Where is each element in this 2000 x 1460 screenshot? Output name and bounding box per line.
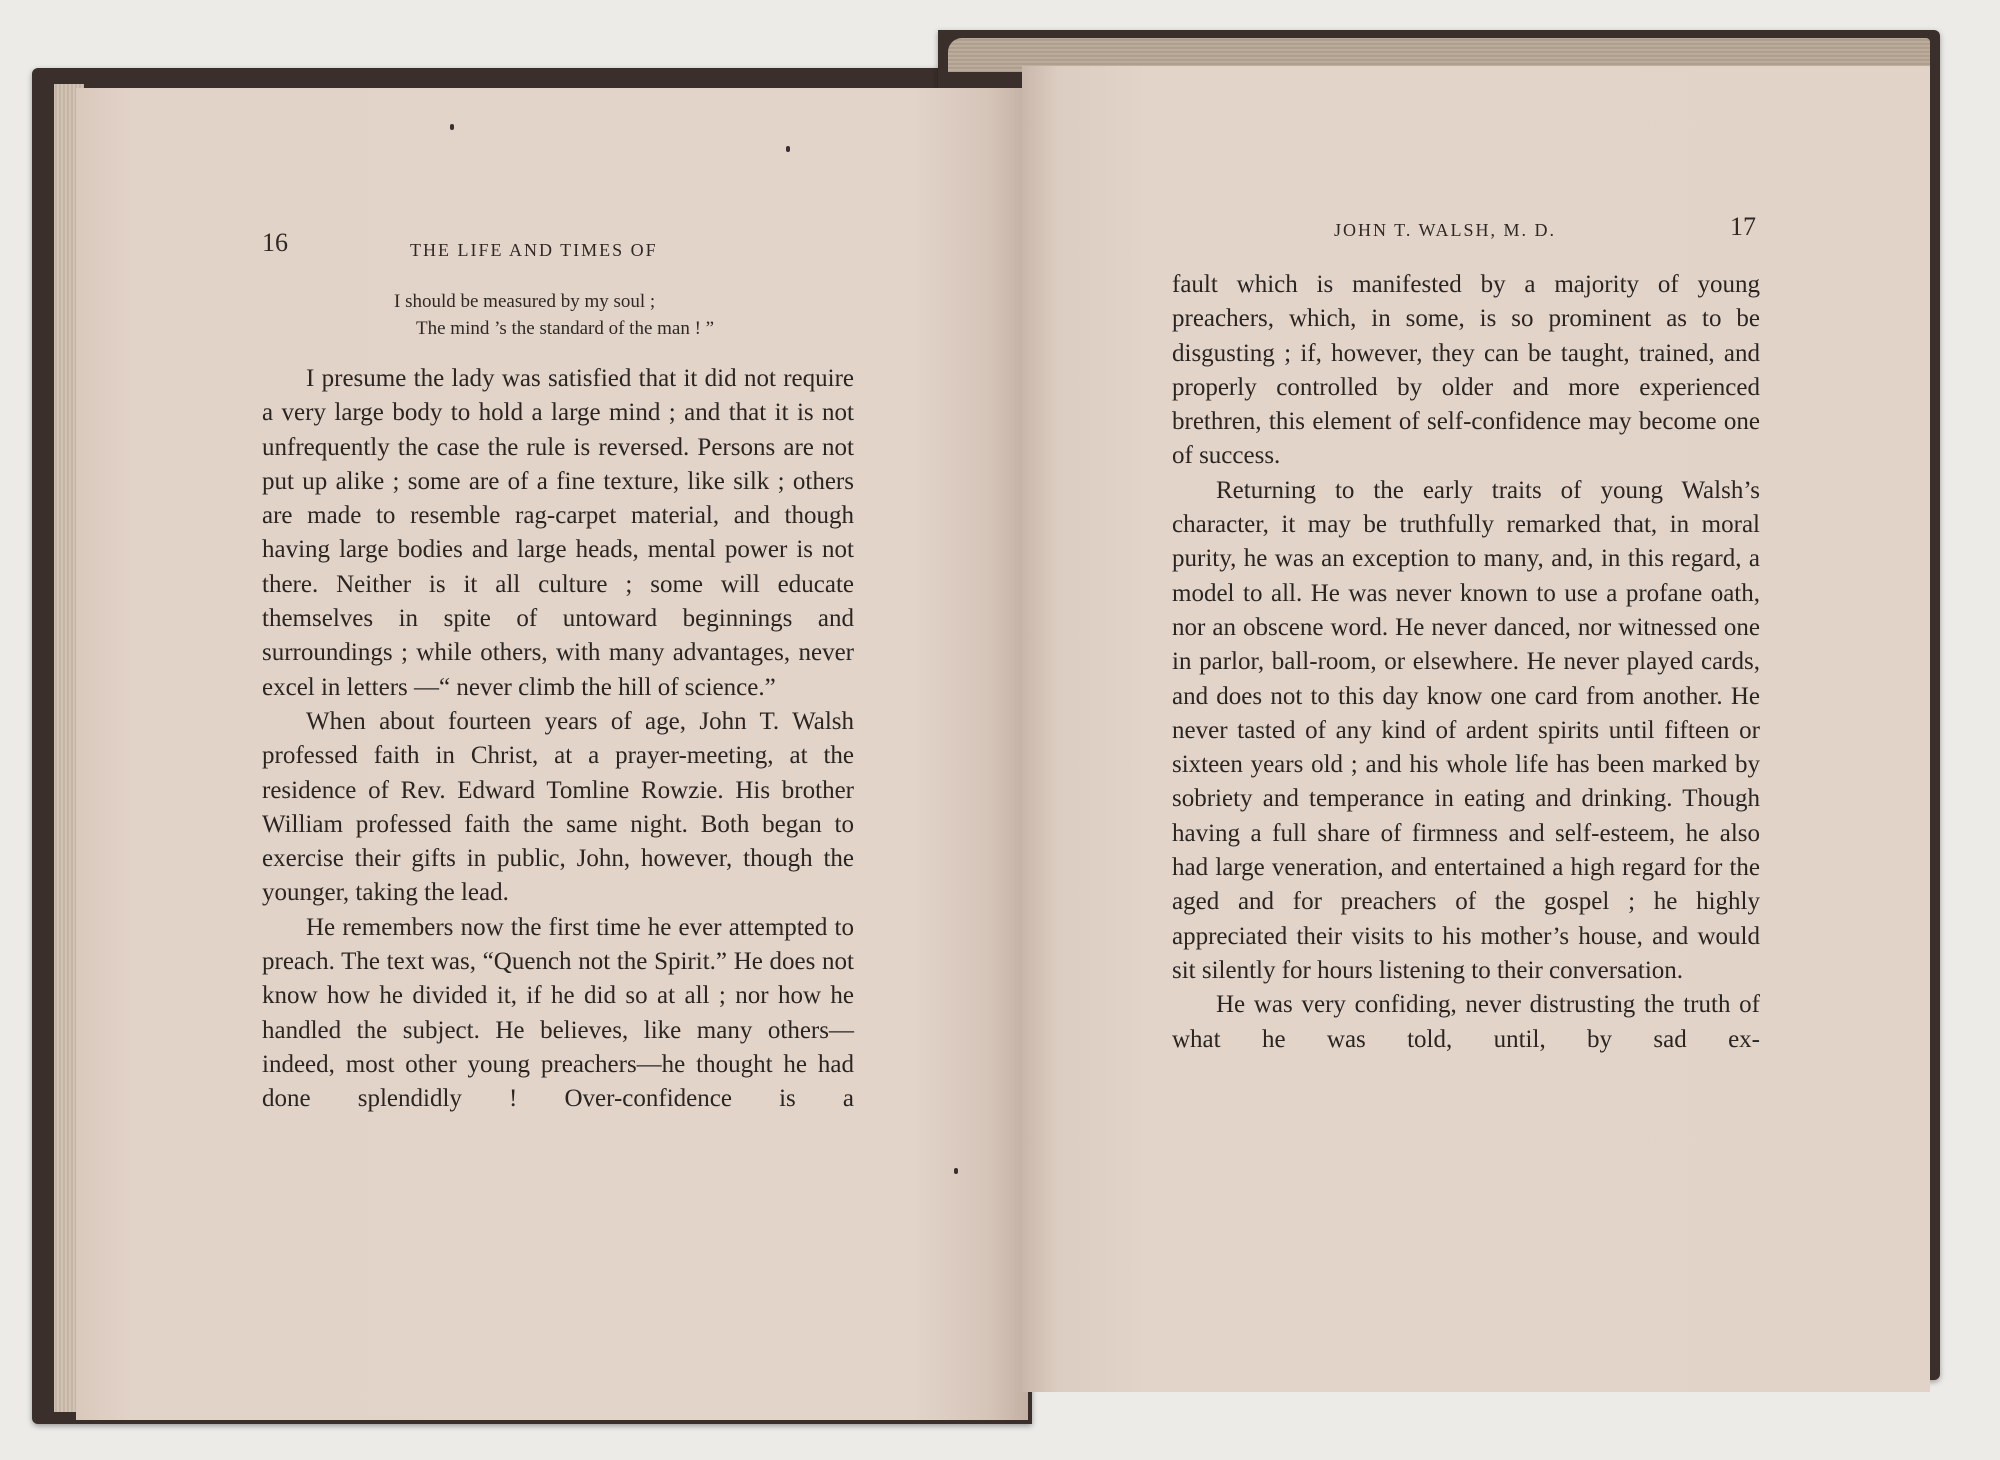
paragraph: Returning to the early traits of young Walsh’s character, it may be truthfully remarked that, in moral purity, he was an exception to many, and, in this regard, a model to all. He was never known to use a profane oath, nor an obscene word. He never danced, nor witnessed one in parlor, ball-room, or elsewhere. He never played cards, and does not to this day know one card from another. He never tasted of any kind of ardent spirits until fifteen or sixteen years old ; and his whole life has been marked by sobriety and temperance in eating and drinking. Though having a full share of firmness and self-esteem, he also had large veneration, and entertained a high regard for the aged and for preachers of the gospel ; he highly appreciated their visits to his mother’s house, and would sit silently for hours listening to their conversation. xyxy=(1172,476,1760,984)
paragraph: When about fourteen years of age, John T. Walsh professed faith in Christ, at a prayer-meeting, at the residence of Rev. Edward Tomline Rowzie. His brother William professed faith the same night. Both began to exercise their gifts in public, John, however, though the younger, taking the lead. xyxy=(262,707,854,907)
page-number: 17 xyxy=(1730,212,1756,241)
ink-speck xyxy=(786,146,790,152)
verse-line: I should be measured by my soul ; xyxy=(394,291,656,312)
ink-speck xyxy=(954,1168,958,1174)
left-page xyxy=(76,88,1028,1420)
paragraph: He remembers now the first time he ever attempted to preach. The text was, “Quench not the Spirit.” He does not know how he divided it, if he did so at all ; nor how he handled the subject. He believes, like many others—indeed, most other young preachers—he thought he had done splendidly ! Over-confidence is a xyxy=(262,913,854,1113)
body-text xyxy=(1172,268,1760,1057)
right-page xyxy=(1022,66,1930,1392)
paragraph: I presume the lady was satisfied that it did not require a very large body to hold a large mind ; and that it is not unfrequently the case the rule is reversed. Persons are not put up alike ; some are of a fine texture, like silk ; others are made to resemble rag-carpet material, and though having large bodies and large heads, mental power is not there. Neither is it all culture ; some will educate themselves in spite of untoward beginnings and surroundings ; while others, with many advantages, never excel in letters —“ never climb the hill of science.” xyxy=(262,365,854,701)
running-header: JOHN T. WALSH, M. D. xyxy=(1334,220,1557,240)
running-header: THE LIFE AND TIMES OF xyxy=(410,240,658,260)
verse-line: The mind ’s the standard of the man ! ” xyxy=(416,318,715,339)
paragraph: He was very confiding, never distrusting the truth of what he was told, until, by sad ex- xyxy=(1172,991,1760,1053)
ink-speck xyxy=(450,124,454,130)
paragraph: fault which is manifested by a majority of young preachers, which, in some, is so prominent as to be disgusting ; if, however, they can be taught, trained, and properly controlled by older and more experienced brethren, this element of self-confidence may become one of success. xyxy=(1172,271,1760,470)
page-number: 16 xyxy=(262,228,288,257)
body-text xyxy=(262,362,854,1117)
